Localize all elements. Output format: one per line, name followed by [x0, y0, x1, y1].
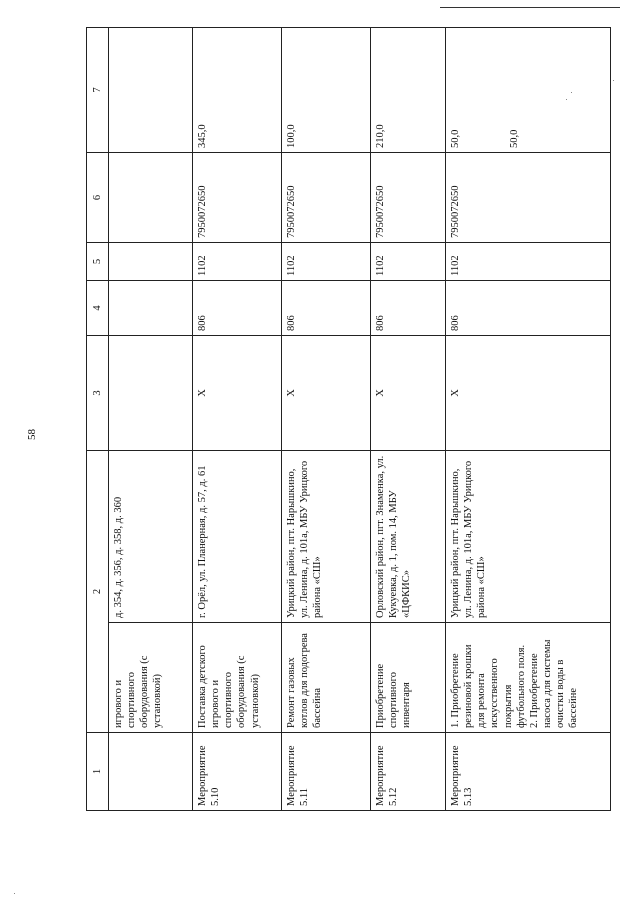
amount-value: 345,0: [197, 124, 208, 148]
amount-cell: [193, 28, 282, 153]
event-cell: [109, 733, 193, 811]
table-row: [193, 28, 282, 811]
mark-cell: Х: [282, 336, 371, 451]
description-cell: Ремонт газовых котлов для подогрева бассейна: [282, 623, 371, 733]
header-col-1: 1: [87, 733, 109, 811]
grbs-cell: 806: [446, 281, 611, 336]
address-cell: Урицкий район, пгт. Нарышкино, ул. Ленина, д. 101а, МБУ Урицкого района «СШ»: [282, 451, 371, 623]
address-cell: Орловский район, пгт. Знаменка, ул. Кукуевка, д. 1, пом. 14, МБУ «ЦФКИС»: [371, 451, 446, 623]
scan-speck: [14, 893, 15, 894]
address-cell: Урицкий район, пгт. Нарышкино, ул. Ленина, д. 101а, МБУ Урицкого района «СШ»: [446, 451, 611, 623]
event-cell: Мероприятие 5.11: [282, 733, 371, 811]
mark-cell: Х: [371, 336, 446, 451]
table-row: [371, 28, 446, 811]
scan-speck: [571, 92, 572, 93]
header-col-6: 6: [87, 153, 109, 243]
amount-cell: [109, 28, 193, 153]
header-col-4: 4: [87, 281, 109, 336]
rzpr-cell: [109, 243, 193, 281]
event-cell: Мероприятие 5.12: [371, 733, 446, 811]
mark-cell: [109, 336, 193, 451]
rzpr-cell: 1102: [193, 243, 282, 281]
table-row: [109, 28, 193, 811]
address-cell: г. Орёл, ул. Планерная, д. 57, д. 61: [193, 451, 282, 623]
grbs-cell: 806: [371, 281, 446, 336]
csr-cell: [109, 153, 193, 243]
address-cell: д. 354, д. 356, д. 358, д. 360: [109, 451, 193, 623]
top-rule: [440, 7, 620, 8]
page-number: 58: [26, 429, 38, 440]
amount-cell: [371, 28, 446, 153]
header-col-7: 7: [87, 28, 109, 153]
amount-cell: [446, 28, 611, 153]
table-row: [282, 28, 371, 811]
amount-cell: [282, 28, 371, 153]
grbs-cell: [109, 281, 193, 336]
amount-value-second: 50,0: [509, 129, 521, 148]
grbs-cell: 806: [282, 281, 371, 336]
header-col-5: 5: [87, 243, 109, 281]
budget-table: [86, 27, 611, 811]
table-container: [86, 28, 610, 811]
rzpr-cell: 1102: [282, 243, 371, 281]
scan-speck: [613, 80, 614, 81]
description-cell: игрового и спортивного оборудования (с установкой): [109, 623, 193, 733]
event-cell: Мероприятие 5.13: [446, 733, 611, 811]
description-cell: Приобретение спортивного инвентаря: [371, 623, 446, 733]
description-cell: Поставка детского игрового и спортивного оборудования (с установкой): [193, 623, 282, 733]
csr-cell: 7950072650: [371, 153, 446, 243]
amount-value: 50,0: [450, 129, 461, 148]
csr-cell: 7950072650: [282, 153, 371, 243]
mark-cell: Х: [446, 336, 611, 451]
csr-cell: 7950072650: [446, 153, 611, 243]
table-row: [446, 28, 611, 811]
description-cell: 1. Приобретение резиновой крошки для ремонта искусственного покрытия футбольного поля. 2. Приобретение насоса для системы очистки воды в бассейне: [446, 623, 611, 733]
amount-value: 210,0: [375, 124, 386, 148]
header-col-3: 3: [87, 336, 109, 451]
event-cell: Мероприятие 5.10: [193, 733, 282, 811]
amount-value: 100,0: [286, 124, 297, 148]
csr-cell: 7950072650: [193, 153, 282, 243]
mark-cell: Х: [193, 336, 282, 451]
header-col-2: 2: [87, 451, 109, 733]
grbs-cell: 806: [193, 281, 282, 336]
rzpr-cell: 1102: [446, 243, 611, 281]
scan-speck: [566, 99, 567, 100]
header-row: [87, 28, 109, 811]
rzpr-cell: 1102: [371, 243, 446, 281]
